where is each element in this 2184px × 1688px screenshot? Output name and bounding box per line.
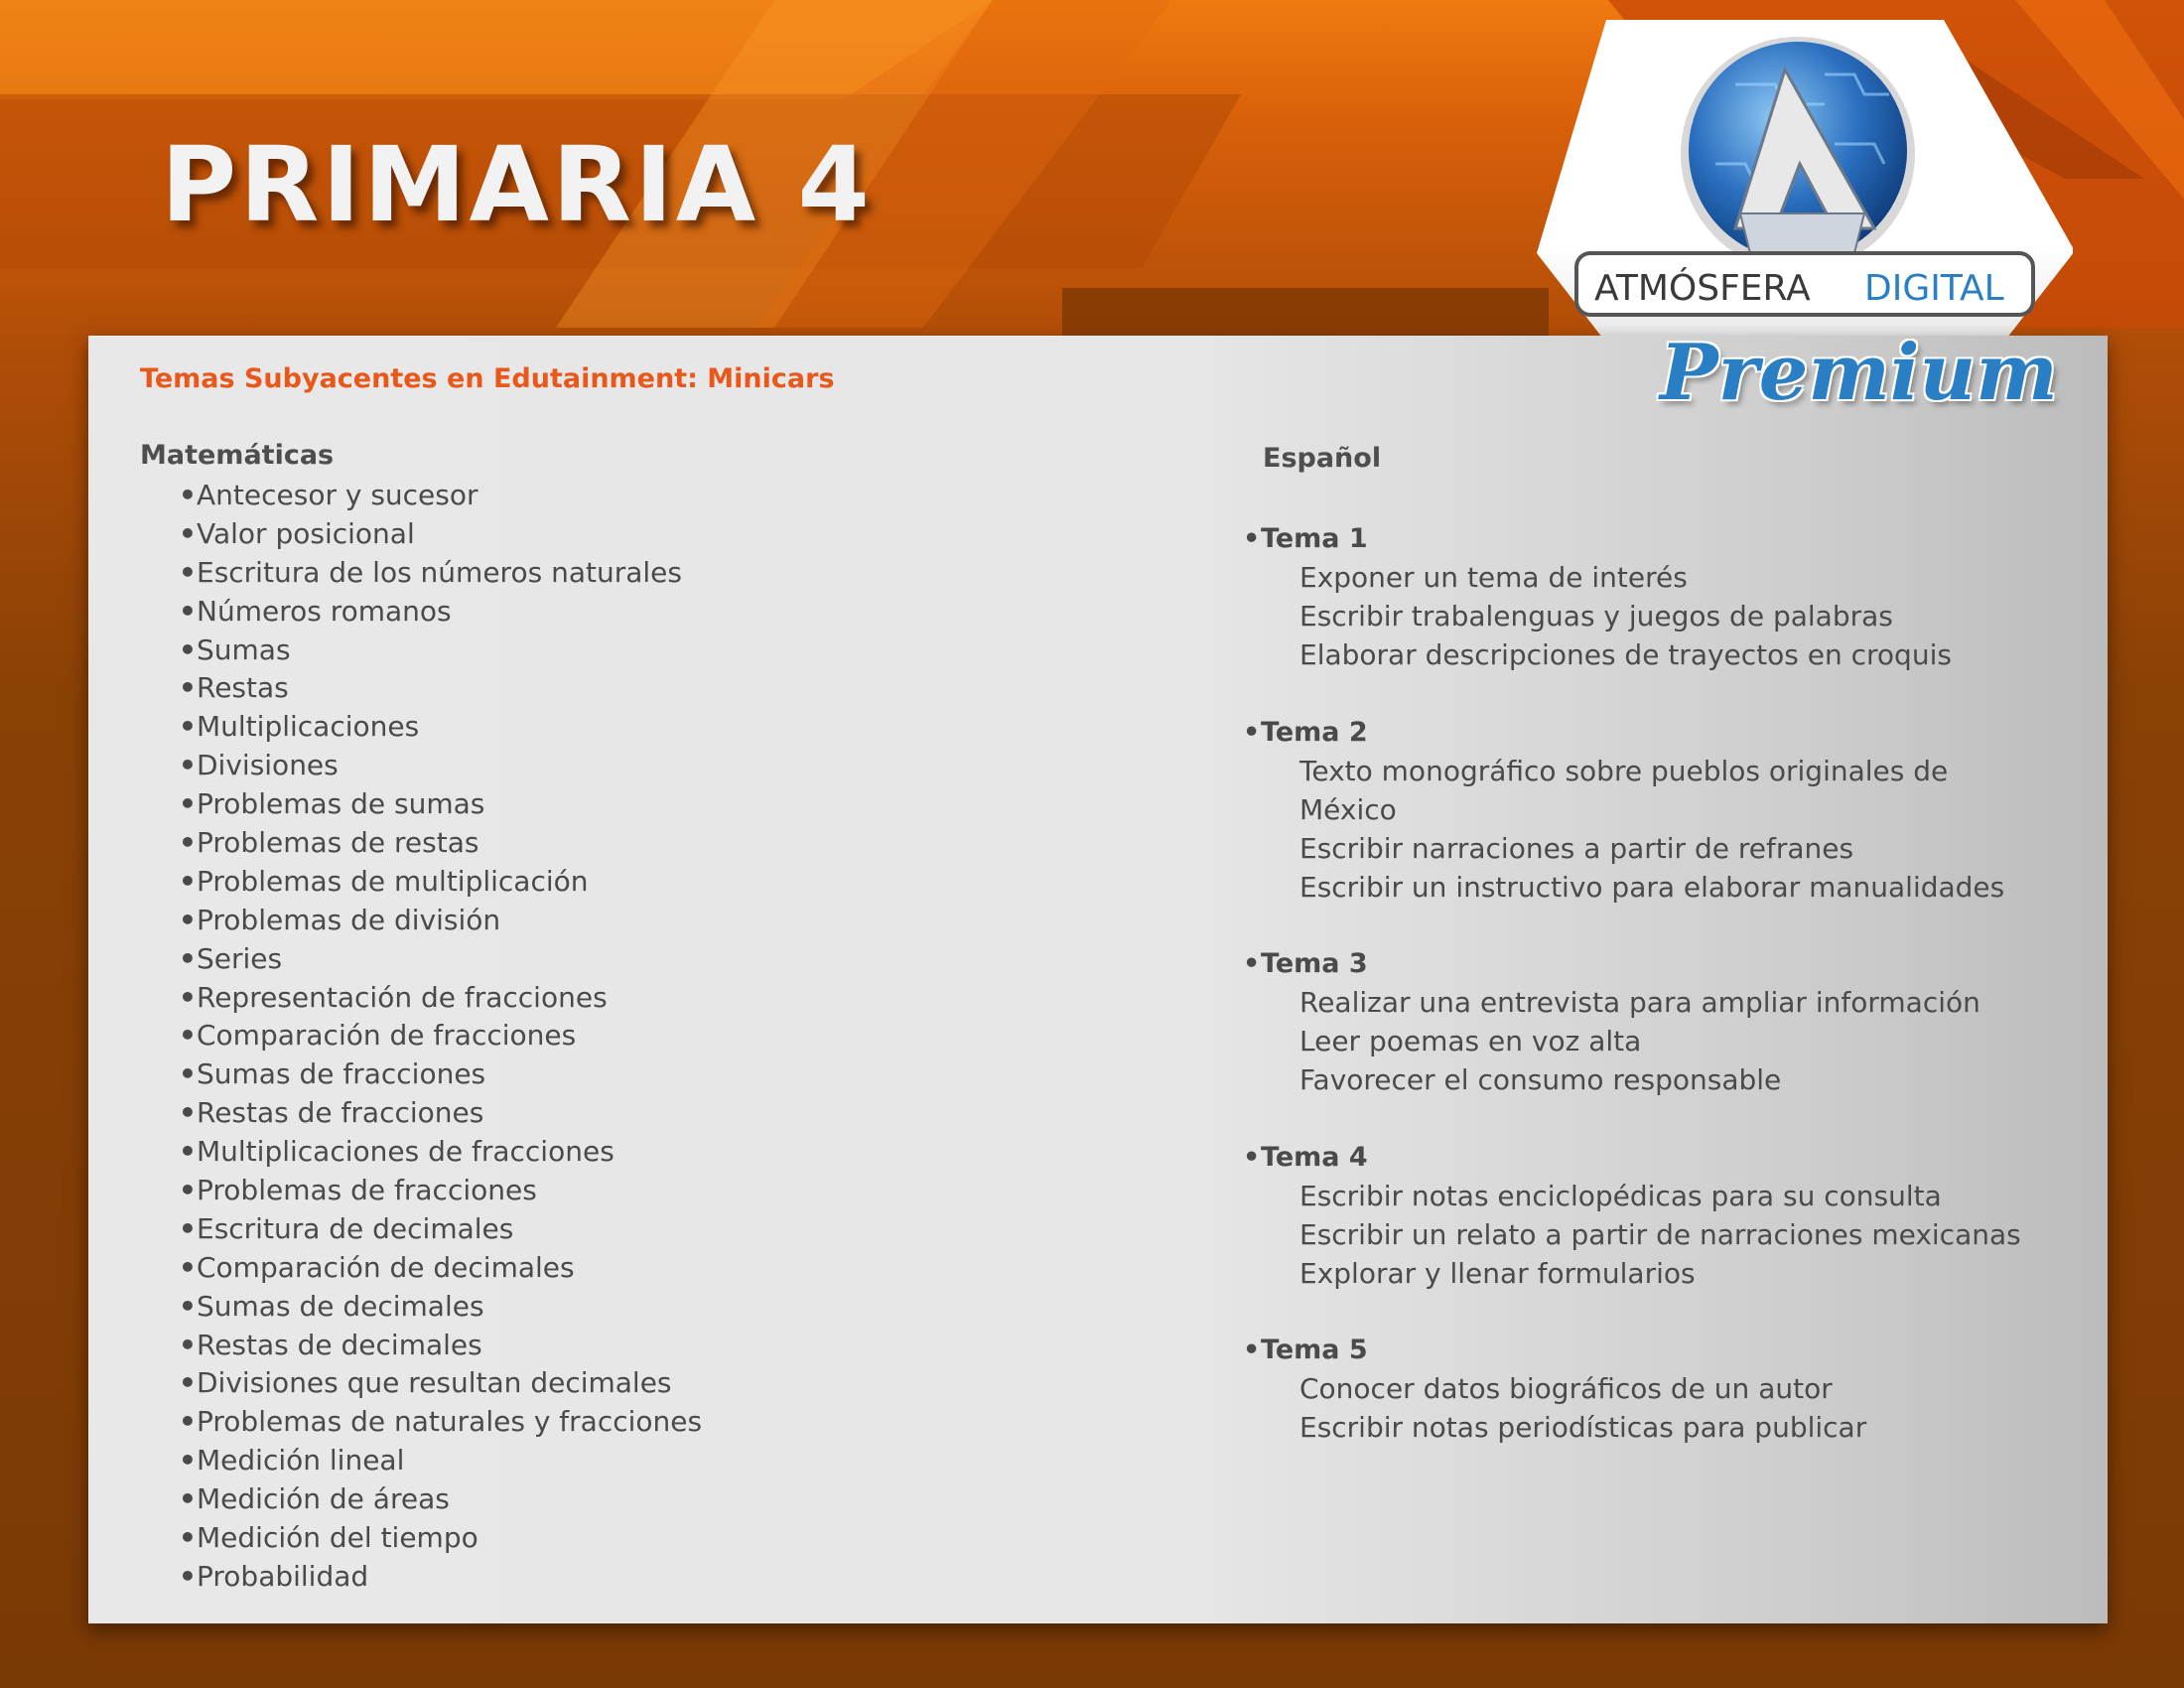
tema-item: Escribir un relato a partir de narraciones mexicanas <box>1299 1218 2021 1251</box>
math-topic-label: Problemas de división <box>197 903 501 936</box>
math-topic-item <box>179 1364 702 1403</box>
bullet-icon: • <box>1243 948 1261 979</box>
tema-item-list <box>1299 983 1980 1099</box>
bullet-icon: • <box>179 1289 197 1323</box>
tema-block <box>1243 944 1980 1099</box>
math-topic-item <box>179 1017 702 1055</box>
bullet-icon: • <box>179 980 197 1014</box>
bullet-icon: • <box>179 671 197 705</box>
tema-block <box>1243 1138 2021 1293</box>
bullet-icon: • <box>179 516 197 550</box>
tema-label-text: Tema 2 <box>1261 717 1368 748</box>
logo-text-atmosfera: ATMÓSFERA <box>1594 268 1811 309</box>
bullet-icon: • <box>179 787 197 821</box>
math-topic-label: Escritura de los números naturales <box>197 555 682 589</box>
tema-label <box>1243 519 1952 558</box>
math-topic-item <box>179 708 702 747</box>
math-topic-list <box>179 477 702 1597</box>
math-topic-label: Restas <box>197 671 289 705</box>
math-topic-label: Series <box>197 941 283 975</box>
math-topic-item <box>179 1055 702 1094</box>
bullet-icon: • <box>179 1366 197 1400</box>
math-topic-item <box>179 593 702 632</box>
math-topic-item <box>179 1442 702 1480</box>
math-topic-label: Multiplicaciones de fracciones <box>197 1135 614 1169</box>
math-topic-item <box>179 863 702 902</box>
tema-item: México <box>1299 793 1397 826</box>
bullet-icon: • <box>179 1019 197 1053</box>
tema-label-text: Tema 3 <box>1261 948 1368 979</box>
bullet-icon: • <box>179 1211 197 1245</box>
math-topic-item <box>179 785 702 824</box>
math-topic-label: Sumas de fracciones <box>197 1057 486 1091</box>
bullet-icon: • <box>179 1482 197 1516</box>
math-topic-item <box>179 902 702 940</box>
tema-label <box>1243 1331 1866 1369</box>
math-topic-label: Probabilidad <box>197 1559 369 1593</box>
math-topic-item <box>179 554 702 593</box>
math-topic-label: Escritura de decimales <box>197 1211 514 1245</box>
premium-tagline: Premium <box>1660 328 2058 418</box>
math-topic-label: Comparación de decimales <box>197 1250 575 1284</box>
math-topic-label: Representación de fracciones <box>197 980 608 1014</box>
tema-item-list <box>1299 752 2004 907</box>
math-topic-label: Medición del tiempo <box>197 1521 478 1555</box>
math-topic-item <box>179 940 702 979</box>
tema-item: Escribir un instructivo para elaborar manualidades <box>1299 871 2005 904</box>
math-topic-label: Divisiones <box>197 749 339 782</box>
tema-item: Escribir notas periodísticas para publicar <box>1299 1411 1867 1444</box>
tema-label-text: Tema 4 <box>1261 1142 1368 1173</box>
tema-label-text: Tema 5 <box>1261 1335 1368 1365</box>
math-topic-item <box>179 1288 702 1327</box>
math-topic-label: Restas de fracciones <box>197 1096 484 1130</box>
bullet-icon: • <box>179 826 197 860</box>
math-topic-item <box>179 1133 702 1172</box>
bullet-icon: • <box>179 1521 197 1555</box>
bullet-icon: • <box>179 710 197 744</box>
spanish-heading: Español <box>1263 443 1382 474</box>
math-topic-item <box>179 1403 702 1442</box>
math-topic-item <box>179 669 702 708</box>
math-topic-label: Medición lineal <box>197 1444 405 1477</box>
bullet-icon: • <box>179 1328 197 1361</box>
tema-item: Leer poemas en voz alta <box>1299 1025 1642 1057</box>
math-topic-item <box>179 979 702 1018</box>
math-topic-label: Valor posicional <box>197 516 415 550</box>
tema-item: Explorar y llenar formularios <box>1299 1257 1696 1290</box>
tema-block <box>1243 519 1952 674</box>
tema-item-list <box>1299 1177 2021 1293</box>
math-topic-item <box>179 1094 702 1133</box>
tema-block <box>1243 1331 1866 1447</box>
math-topic-item <box>179 632 702 670</box>
tema-block <box>1243 713 2004 907</box>
math-topic-label: Problemas de fracciones <box>197 1174 537 1207</box>
math-topic-item <box>179 1480 702 1519</box>
page-title: PRIMARIA 4 <box>161 124 873 245</box>
bullet-icon: • <box>179 864 197 898</box>
math-topic-label: Sumas de decimales <box>197 1289 484 1323</box>
bullet-icon: • <box>179 1057 197 1091</box>
bullet-icon: • <box>179 1559 197 1593</box>
math-topic-label: Antecesor y sucesor <box>197 479 478 511</box>
tema-item: Escribir notas enciclopédicas para su consulta <box>1299 1180 1942 1212</box>
tema-label <box>1243 944 1980 983</box>
bullet-icon: • <box>179 633 197 666</box>
tema-item-list <box>1299 1369 1866 1447</box>
tema-item: Texto monográfico sobre pueblos originales de <box>1299 755 1949 787</box>
math-topic-item <box>179 1172 702 1210</box>
tema-item: Conocer datos biográficos de un autor <box>1299 1372 1833 1405</box>
tema-item: Elaborar descripciones de trayectos en croquis <box>1299 638 1952 671</box>
tema-label <box>1243 1138 2021 1177</box>
bullet-icon: • <box>179 1250 197 1284</box>
bullet-icon: • <box>179 941 197 975</box>
math-topic-label: Problemas de sumas <box>197 787 485 821</box>
tema-item: Realizar una entrevista para ampliar información <box>1299 986 1980 1019</box>
bullet-icon: • <box>1243 717 1261 748</box>
tema-label-text: Tema 1 <box>1261 523 1368 554</box>
math-topic-item <box>179 1249 702 1288</box>
math-topic-item <box>179 1210 702 1249</box>
bullet-icon: • <box>179 903 197 936</box>
math-topic-item <box>179 1327 702 1365</box>
bullet-icon: • <box>179 1096 197 1130</box>
math-topic-item <box>179 477 702 515</box>
math-topic-label: Medición de áreas <box>197 1482 450 1516</box>
bullet-icon: • <box>179 749 197 782</box>
bullet-icon: • <box>1243 1335 1261 1365</box>
tema-item: Favorecer el consumo responsable <box>1299 1063 1782 1096</box>
math-topic-label: Restas de decimales <box>197 1328 482 1361</box>
logo-text-digital: DIGITAL <box>1864 268 2004 309</box>
math-topic-item <box>179 824 702 863</box>
bullet-icon: • <box>179 1405 197 1439</box>
math-topic-label: Multiplicaciones <box>197 710 420 744</box>
math-topic-item <box>179 1558 702 1597</box>
tema-label <box>1243 713 2004 752</box>
bullet-icon: • <box>179 1174 197 1207</box>
math-topic-label: Problemas de multiplicación <box>197 864 589 898</box>
bullet-icon: • <box>179 479 197 511</box>
math-topic-item <box>179 1519 702 1558</box>
tema-item: Escribir trabalenguas y juegos de palabras <box>1299 600 1893 633</box>
bullet-icon: • <box>1243 523 1261 554</box>
tema-item-list <box>1299 558 1952 674</box>
bullet-icon: • <box>1243 1142 1261 1173</box>
math-topic-label: Problemas de restas <box>197 826 479 860</box>
bullet-icon: • <box>179 594 197 628</box>
math-topic-label: Comparación de fracciones <box>197 1019 577 1053</box>
tema-item: Escribir narraciones a partir de refranes <box>1299 832 1854 865</box>
math-topic-label: Sumas <box>197 633 291 666</box>
math-topic-label: Problemas de naturales y fracciones <box>197 1405 703 1439</box>
math-topic-item <box>179 515 702 554</box>
math-topic-label: Números romanos <box>197 594 452 628</box>
bullet-icon: • <box>179 1135 197 1169</box>
math-topic-item <box>179 747 702 785</box>
atmosfera-digital-logo <box>1537 15 2073 343</box>
math-topic-label: Divisiones que resultan decimales <box>197 1366 672 1400</box>
bullet-icon: • <box>179 555 197 589</box>
panel-subtitle: Temas Subyacentes en Edutainment: Minicars <box>140 363 835 394</box>
tema-item: Exponer un tema de interés <box>1299 561 1688 594</box>
math-heading: Matemáticas <box>140 440 335 471</box>
bullet-icon: • <box>179 1444 197 1477</box>
